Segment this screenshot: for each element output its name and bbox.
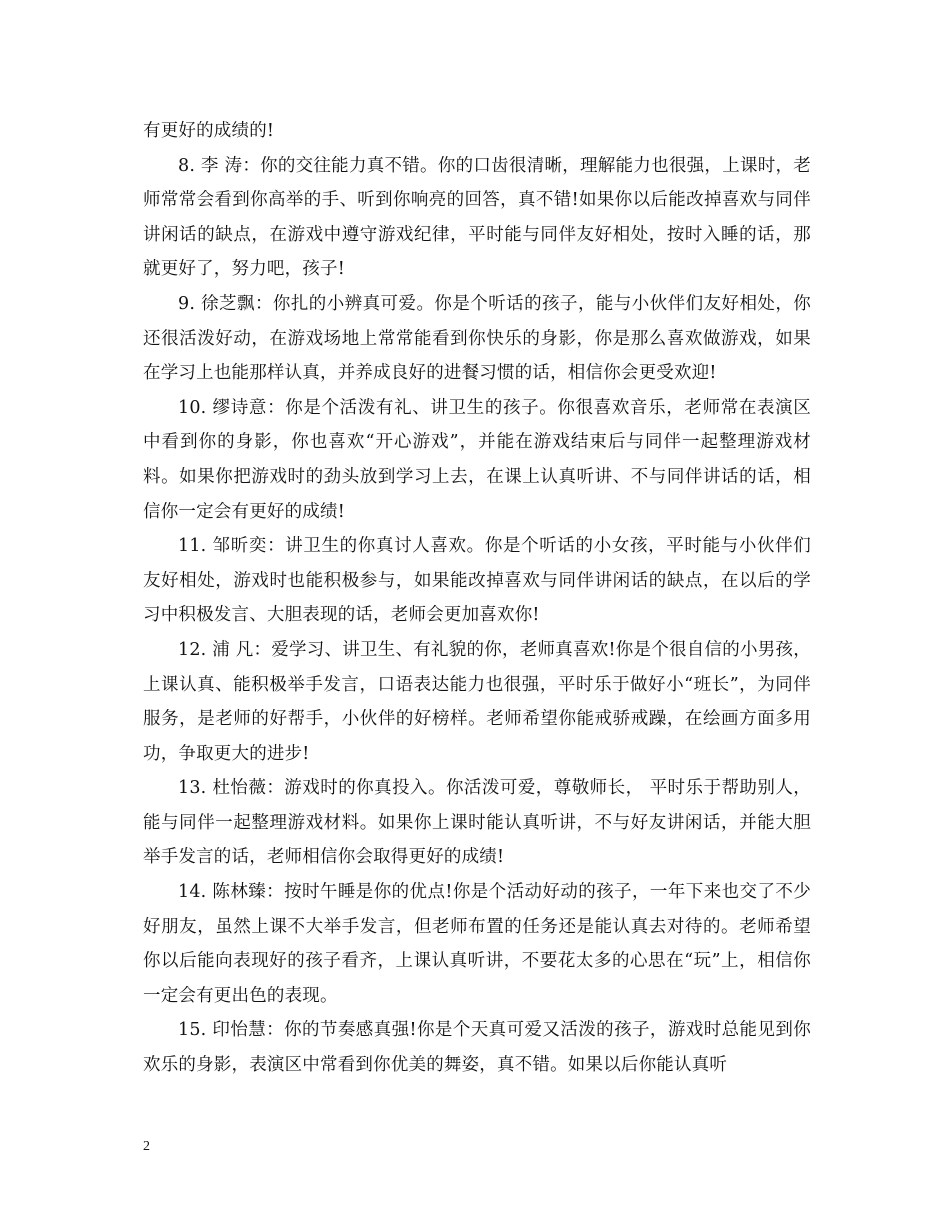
paragraph-comment-10: 10. 缪诗意：你是个活泼有礼、讲卫生的孩子。你很喜欢音乐，老师常在表演区中看到你的身影，你也喜欢“开心游戏”，并能在游戏结束后与同伴一起整理游戏材料。如果你把游戏时的劲头放到学习上去，在课上认真听讲、不与同伴讲话的话，相信你一定会有更好的成绩! [143, 397, 811, 522]
page-number: 2 [143, 1139, 150, 1154]
paragraph-comment-11: 11. 邹昕奕：讲卫生的你真讨人喜欢。你是个听话的小女孩，平时能与小伙伴们友好相处，游戏时也能积极参与，如果能改掉喜欢与同伴讲闲话的缺点，在以后的学习中积极发言、大胆表现的话，老师会更加喜欢你! [143, 536, 811, 626]
paragraph-continuation: 有更好的成绩的! [143, 121, 275, 141]
paragraph-comment-8: 8. 李 涛：你的交往能力真不错。你的口齿很清晰，理解能力也很强，上课时，老师常常会看到你高举的手、听到你响亮的回答，真不错!如果你以后能改掉喜欢与同伴讲闲话的缺点，在游戏中遵守游戏纪律，平时能与同伴友好相处，按时入睡的话，那就更好了，努力吧，孩子! [143, 155, 811, 280]
paragraph-comment-9: 9. 徐芝飘：你扎的小辨真可爱。你是个听话的孩子，能与小伙伴们友好相处，你还很活泼好动，在游戏场地上常常能看到你快乐的身影，你是那么喜欢做游戏，如果在学习上也能那样认真，并养成良好的进餐习惯的话，相信你会更受欢迎! [143, 293, 811, 384]
paragraph-comment-13: 13. 杜怡薇：游戏时的你真投入。你活泼可爱，尊敬师长， 平时乐于帮助别人，能与同伴一起整理游戏材料。如果你上课时能认真听讲，不与好友讲闲话，并能大胆举手发言的话，老师相信你会取得更好的成绩! [143, 778, 811, 868]
paragraph-comment-15: 15. 印怡慧：你的节奏感真强!你是个天真可爱又活泼的孩子，游戏时总能见到你欢乐的身影，表演区中常看到你优美的舞姿，真不错。如果以后你能认真听 [143, 1020, 811, 1076]
paragraph-comment-14: 14. 陈林臻：按时午睡是你的优点!你是个活动好动的孩子，一年下来也交了不少好朋友，虽然上课不大举手发言，但老师布置的任务还是能认真去对待的。老师希望你以后能向表现好的孩子看齐，上课认真听讲，不要花太多的心思在“玩”上，相信你一定会有更出色的表现。 [143, 882, 811, 1006]
body-text [143, 114, 811, 1083]
paragraph-comment-12: 12. 浦 凡：爱学习、讲卫生、有礼貌的你，老师真喜欢!你是个很自信的小男孩，上课认真、能积极举手发言，口语表达能力也很强，平时乐于做好小“班长”，为同伴服务，是老师的好帮手，小伙伴的好榜样。老师希望你能戒骄戒躁，在绘画方面多用功，争取更大的进步! [143, 639, 811, 764]
